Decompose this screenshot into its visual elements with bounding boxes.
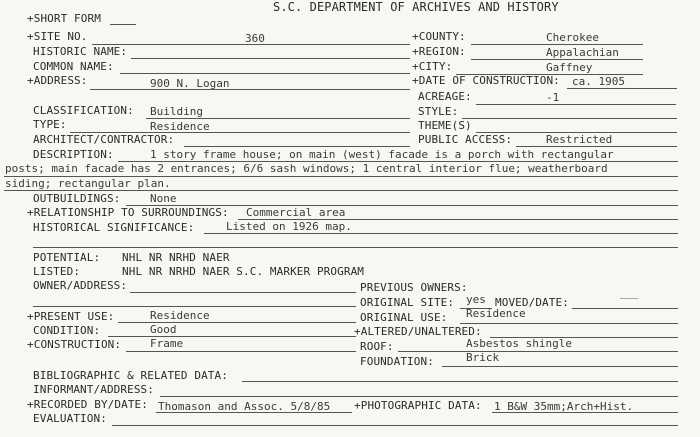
- owner-address-label: OWNER/ADDRESS:: [33, 279, 128, 292]
- public-access-value: Restricted: [546, 133, 613, 146]
- classification-line: [146, 118, 410, 119]
- architect-line: [184, 146, 410, 147]
- site-no-value: 360: [245, 32, 265, 45]
- acreage-value: -1: [546, 91, 560, 104]
- description-label: DESCRIPTION:: [33, 148, 114, 161]
- description-line-2: posts; main facade has 2 entrances; 6/6 sash windows; 1 central interior flue; weatherboard: [5, 162, 608, 175]
- public-access-line: [516, 146, 677, 147]
- county-line: [471, 44, 643, 45]
- city-label: +CITY:: [412, 60, 453, 73]
- owner-address-rule-1: [130, 292, 356, 293]
- previous-owners-label: PREVIOUS OWNERS:: [360, 281, 468, 294]
- evaluation-line: [112, 425, 678, 426]
- present-use-label: +PRESENT USE:: [27, 310, 115, 323]
- site-no-line: [92, 44, 410, 45]
- evaluation-label: EVALUATION:: [33, 412, 107, 425]
- roof-value: Asbestos shingle: [466, 337, 572, 350]
- address-label: +ADDRESS:: [27, 74, 88, 87]
- moved-date-label: MOVED/DATE:: [495, 296, 569, 309]
- date-of-construction-line: [567, 88, 677, 89]
- potential-options: NHL NR NRHD NAER: [122, 251, 230, 264]
- bibliographic-label: BIBLIOGRAPHIC & RELATED DATA:: [33, 369, 228, 382]
- photographic-data-value: 1 B&W 35mm;Arch+Hist.: [494, 400, 634, 413]
- county-value: Cherokee: [546, 31, 599, 44]
- construction-value: Frame: [150, 337, 184, 350]
- city-value: Gaffney: [546, 61, 593, 74]
- relationship-value: Commercial area: [246, 206, 346, 219]
- style-label: STYLE:: [418, 105, 459, 118]
- altered-label: +ALTERED/UNALTERED:: [354, 325, 482, 338]
- address-line: [90, 89, 410, 90]
- roof-label: ROOF:: [360, 340, 394, 353]
- foundation-line: [442, 366, 678, 367]
- common-name-line: [120, 73, 410, 74]
- construction-line: [126, 351, 356, 352]
- historic-name-label: HISTORIC NAME:: [33, 45, 128, 58]
- type-value: Residence: [150, 120, 210, 133]
- listed-options: NHL NR NRHD NAER S.C. MARKER PROGRAM: [122, 265, 365, 278]
- moved-date-line: [572, 308, 678, 309]
- region-value: Appalachian: [546, 46, 619, 59]
- present-use-value: Residence: [150, 309, 210, 322]
- region-line: [471, 59, 643, 60]
- informant-label: INFORMANT/ADDRESS:: [33, 383, 155, 396]
- classification-label: CLASSIFICATION:: [33, 104, 134, 117]
- construction-label: +CONSTRUCTION:: [27, 338, 122, 351]
- site-no-label: +SITE NO.: [27, 30, 88, 43]
- historical-significance-value: Listed on 1926 map.: [226, 220, 352, 233]
- foundation-value: Brick: [466, 351, 500, 364]
- photographic-data-label: +PHOTOGRAPHIC DATA:: [354, 399, 482, 412]
- form-header: S.C. DEPARTMENT OF ARCHIVES AND HISTORY: [273, 0, 559, 14]
- photographic-data-line: [492, 412, 678, 413]
- type-label: TYPE:: [33, 118, 67, 131]
- address-value: 900 N. Logan: [150, 77, 230, 90]
- acreage-label: ACREAGE:: [418, 90, 472, 103]
- short-form-line: [110, 24, 136, 25]
- original-site-value: yes: [466, 293, 486, 306]
- original-site-label: ORIGINAL SITE:: [360, 296, 455, 309]
- short-form-label: +SHORT FORM: [27, 12, 101, 25]
- recorded-by-label: +RECORDED BY/DATE:: [27, 398, 149, 411]
- public-access-label: PUBLIC ACCESS:: [418, 133, 513, 146]
- historical-significance-rule-2: [33, 247, 678, 248]
- description-line-3: siding; rectangular plan.: [5, 177, 171, 190]
- listed-label: LISTED:: [33, 265, 81, 278]
- relationship-label: +RELATIONSHIP TO SURROUNDINGS:: [27, 206, 229, 219]
- acreage-line: [476, 104, 676, 105]
- potential-label: POTENTIAL:: [33, 251, 101, 264]
- description-rule-3: [4, 190, 678, 191]
- recorded-by-value: Thomason and Assoc. 5/8/85: [158, 400, 331, 413]
- original-use-line: [460, 323, 678, 324]
- classification-value: Building: [150, 105, 203, 118]
- owner-address-rule-2: [33, 306, 356, 307]
- common-name-label: COMMON NAME:: [33, 60, 114, 73]
- roof-line: [398, 351, 678, 352]
- outbuildings-value: None: [150, 192, 177, 205]
- condition-value: Good: [150, 323, 177, 336]
- theme-label: THEME(S): [418, 119, 472, 132]
- condition-label: CONDITION:: [33, 324, 101, 337]
- county-label: +COUNTY:: [412, 30, 466, 43]
- historic-name-line: [131, 58, 410, 59]
- description-line-1: 1 story frame house; on main (west) facade is a porch with rectangular: [150, 148, 614, 161]
- date-of-construction-value: ca. 1905: [572, 75, 625, 88]
- condition-line: [108, 336, 356, 337]
- region-label: +REGION:: [412, 45, 466, 58]
- style-line: [462, 118, 677, 119]
- original-use-label: ORIGINAL USE:: [360, 311, 448, 324]
- recorded-by-line: [156, 412, 352, 413]
- outbuildings-label: OUTBUILDINGS:: [33, 192, 121, 205]
- foundation-label: FOUNDATION:: [360, 355, 434, 368]
- historical-significance-label: HISTORICAL SIGNIFICANCE:: [33, 221, 195, 234]
- informant-line: [160, 396, 678, 397]
- bibliographic-line: [242, 381, 678, 382]
- historical-significance-rule-1: [204, 233, 678, 234]
- moved-date-mark: [620, 298, 638, 299]
- original-use-value: Residence: [466, 307, 526, 320]
- date-of-construction-label: +DATE OF CONSTRUCTION:: [412, 74, 560, 87]
- architect-label: ARCHITECT/CONTRACTOR:: [33, 133, 175, 146]
